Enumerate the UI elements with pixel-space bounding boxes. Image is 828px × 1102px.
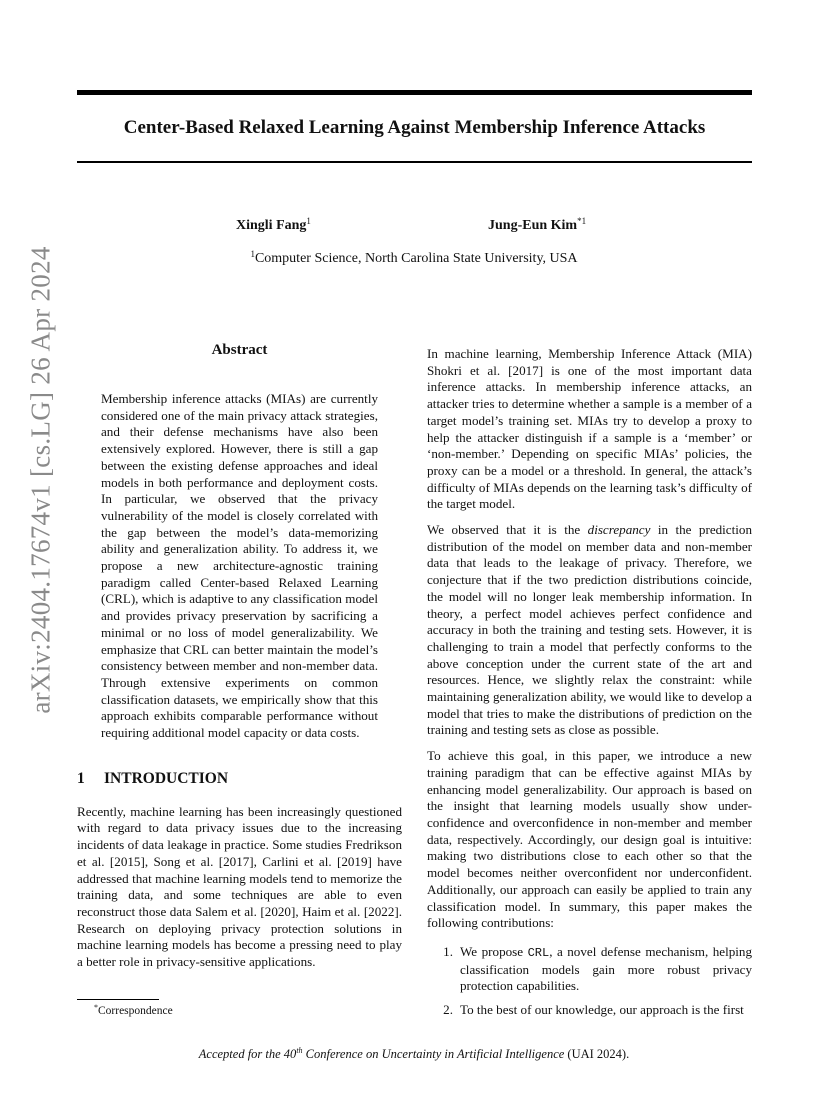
author-name: Jung-Eun Kim — [488, 218, 578, 233]
emphasis: discrepancy — [587, 522, 651, 538]
footnote-mark: * — [94, 1003, 98, 1012]
footnote-rule — [77, 999, 159, 1000]
section-heading — [77, 770, 402, 788]
author-2 — [488, 216, 586, 234]
left-column — [77, 342, 402, 971]
footer-tail: (UAI 2024). — [564, 1047, 630, 1061]
list-number: 1. — [443, 943, 453, 959]
code-crl: CRL — [527, 945, 550, 960]
footer-text: Accepted for the 40th Conference on Uncertainty in Artificial Intelligence — [198, 1046, 565, 1061]
contributions-list — [427, 944, 752, 1019]
intro-paragraph: Recently, machine learning has been increasingly questioned with regard to data privacy issues due to the increasing incidents of data leakage in practice. Some studies Fredrikson et al. [2015], Song et al. [2017], Carlini et al. [2019] have addressed that machine learning models tend to memorize the training data, and some techniques are able to even reconstruct those data Salem et al. [2020], Haim et al. [2022]. Research on deploying privacy protection solutions in machine learning models has become a pressing need to play a better role in privacy-sensitive applications. — [77, 803, 402, 970]
list-item — [427, 1002, 752, 1019]
author-name: Xingli Fang — [236, 218, 307, 233]
right-column — [427, 346, 752, 1026]
footnote — [94, 1003, 173, 1017]
title-rule-bottom — [77, 161, 752, 163]
list-text: We propose CRL, a novel defense mechanism, helping classification models gain more robust privacy protection capabilities. — [460, 943, 752, 994]
text-run: in the prediction distribution of the model on member data and non-member data that leads to the leakage of privacy. Therefore, we conjecture that if the two prediction distributions coincide, the model will no longer leak membership information. In theory, a perfect model achieves perfect confidence and accuracy in both the training and testing sets. However, it is challenging to train a model that perfectly conforms to the above conception under the current state of the art and resources. Hence, we slightly relax the constraint: while maintaining generalization ability, we would like to develop a model that tries to make the distributions of prediction on the training and testing sets as close as possible. — [427, 522, 752, 738]
abstract-heading: Abstract — [211, 342, 268, 358]
list-number: 2. — [443, 1002, 453, 1018]
paragraph-mia: In machine learning, Membership Inference Attack (MIA) Shokri et al. [2017] is one of the most important data inference attacks. In membership inference attacks, an attacker tries to determine whether a sample is a member of a target model’s training set. MIAs try to develop a proxy to help the attacker distinguish if a sample is a ‘member’ or ‘non-member.’ Depending on specific MIAs’ policies, the proxy can be a model or a threshold. In general, the attack’s difficulty of MIAs depends on the learning task’s difficulty of the target model. — [427, 346, 752, 512]
author-mark: *1 — [577, 216, 587, 226]
author-mark: 1 — [306, 216, 311, 226]
footnote-text: Correspondence — [98, 1005, 173, 1017]
affiliation-mark: 1 — [250, 249, 255, 259]
abstract-body: Membership inference attacks (MIAs) are currently considered one of the main privacy attack strategies, and their defense mechanisms have also been extensively explored. However, there is still a gap between the existing defense approaches and ideal models in both performance and deployment costs. In particular, we observed that the privacy vulnerability of the model is closely correlated with the gap between the model’s data-memorizing ability and generalization ability. To address it, we propose a new architecture-agnostic training paradigm called Center-based Relaxed Learning (CRL), which is adaptive to any classification model and provides privacy preservation by sacrificing a minimal or no loss of model generalizability. We emphasize that CRL can better maintain the model’s consistency between member and non-member data. Through extensive experiments on common classification datasets, we empirically show that this approach exhibits comparable performance without requiring additional model capacity or data costs. — [101, 391, 378, 741]
author-1 — [236, 216, 311, 234]
paragraph-goal: To achieve this goal, in this paper, we introduce a new training paradigm that can be effective against MIAs by enhancing model generalizability. Our approach is based on the insight that learning models usually show under-confidence and overconfidence in non-member and member data, respectively. Accordingly, our design goal is intuitive: making two distributions close to each other so that the model becomes neither overconfident nor underconfident. Additionally, our approach can easily be applied to train any classification model. In summary, this paper makes the following contributions: — [427, 748, 752, 931]
section-number: 1 — [77, 769, 85, 787]
paragraph-discrepancy — [427, 522, 752, 739]
affiliation — [0, 249, 828, 267]
text-run: We observed that it is the — [427, 522, 588, 538]
arxiv-stamp: arXiv:2404.17674v1 [cs.LG] 26 Apr 2024 — [25, 246, 56, 714]
affiliation-text: Computer Science, North Carolina State University, USA — [254, 251, 578, 266]
list-text: To the best of our knowledge, our approach is the first — [460, 1002, 744, 1018]
title-rule-top — [77, 90, 752, 95]
venue-footer — [0, 1046, 828, 1062]
paper-title: Center-Based Relaxed Learning Against Membership Inference Attacks — [123, 117, 706, 138]
section-title: INTRODUCTION — [104, 769, 229, 787]
list-item — [427, 944, 752, 995]
